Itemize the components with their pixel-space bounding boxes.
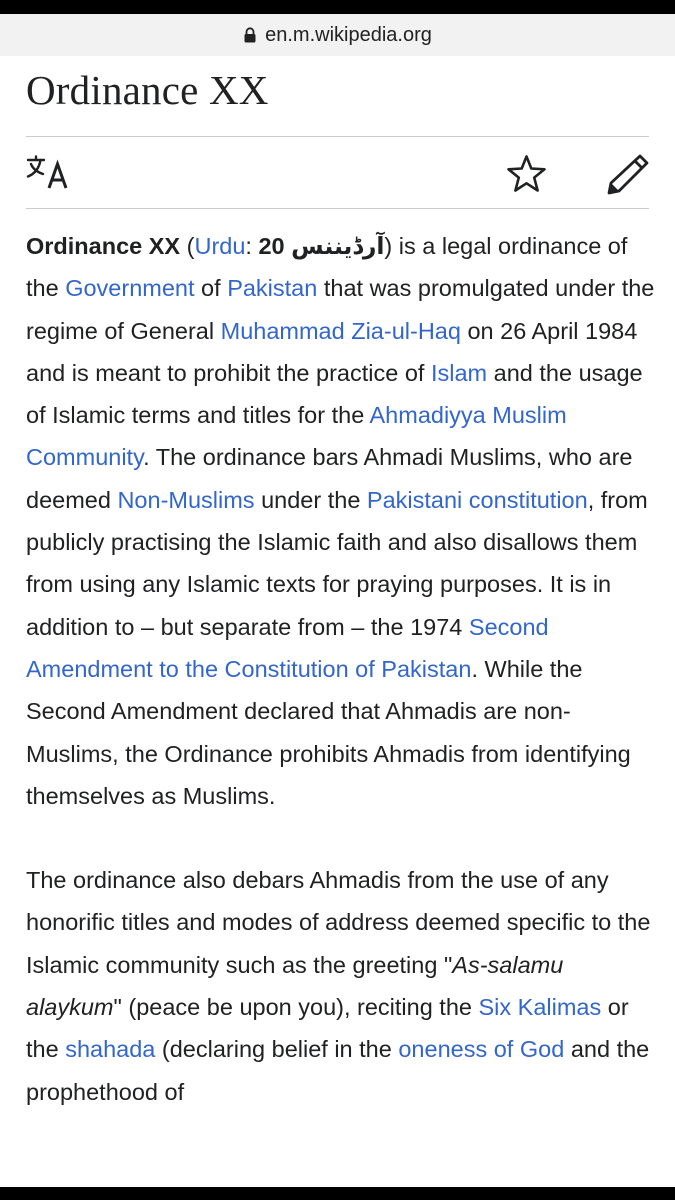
page-title: Ordinance XX [26,67,269,113]
url-text[interactable]: en.m.wikipedia.org [265,23,432,46]
title-divider [26,136,649,137]
text-run: , from publicly practising the Islamic faith and also disallows them from using any Islamic texts for praying purposes. It is in addition to – but separate from – the 1974 [26,486,648,640]
link-oneness-of-god[interactable]: oneness of God [398,1036,565,1063]
link-zia-ul-haq[interactable]: Muhammad Zia-ul-Haq [220,317,461,344]
lock-icon [243,27,257,43]
text-run: ( [180,233,195,259]
text-run: or the [26,994,629,1063]
article-paragraph [26,225,656,817]
text-run: " (peace be upon you), reciting the [113,994,479,1021]
text-run: and the usage of Islamic terms and titles for the [26,359,643,429]
article-paragraph [26,859,656,1113]
text-run: on 26 April 1984 and is meant to prohibit the practice of [26,317,638,386]
link-government[interactable]: Government [65,275,195,302]
link-pakistan[interactable]: Pakistan [227,275,318,302]
text-run: : [245,233,259,259]
status-bar [0,0,675,14]
text-run: (declaring belief in the [155,1036,399,1063]
greeting-term: As-salamu alaykum [26,951,564,1021]
text-run: and the prophethood of [26,1036,650,1105]
link-six-kalimas[interactable]: Six Kalimas [478,994,602,1021]
text-run: ) is a legal ordinance of the [26,233,628,302]
address-bar[interactable] [0,14,675,56]
article-body [26,225,656,1113]
language-icon[interactable] [26,155,68,191]
text-run: of [194,275,228,302]
article-subject: Ordinance XX [26,233,181,259]
text-run: The ordinance also debars Ahmadis from the use of any honorific titles and modes of address deemed specific to the Islamic community such as the greeting " [26,867,651,978]
toolbar-divider [26,208,649,209]
link-islam[interactable]: Islam [430,359,488,386]
link-urdu[interactable]: Urdu [194,233,246,259]
link-second-amendment[interactable]: Second Amendment to the Constitution of Pakistan [26,613,549,682]
text-run: that was promulgated under the regime of General [26,275,655,344]
text-run: . While the Second Amendment declared that Ahmadis are non-Muslims, the Ordinance prohibits Ahmadis from identifying themselves as Muslims. [26,655,631,809]
link-pakistani-constitution[interactable]: Pakistani constitution [366,486,588,513]
link-non-muslims[interactable]: Non-Muslims [117,486,255,513]
star-icon[interactable] [505,154,548,194]
text-run: . The ordinance bars Ahmadi Muslims, who are deemed [26,444,633,513]
text-run: under the [254,486,367,513]
link-shahada[interactable]: shahada [65,1036,156,1063]
bottom-bar [0,1187,675,1200]
link-ahmadiyya[interactable]: Ahmadiyya Muslim Community [26,402,567,471]
urdu-name: آرڈیننس 20 [258,233,385,259]
pencil-icon[interactable] [606,153,649,195]
